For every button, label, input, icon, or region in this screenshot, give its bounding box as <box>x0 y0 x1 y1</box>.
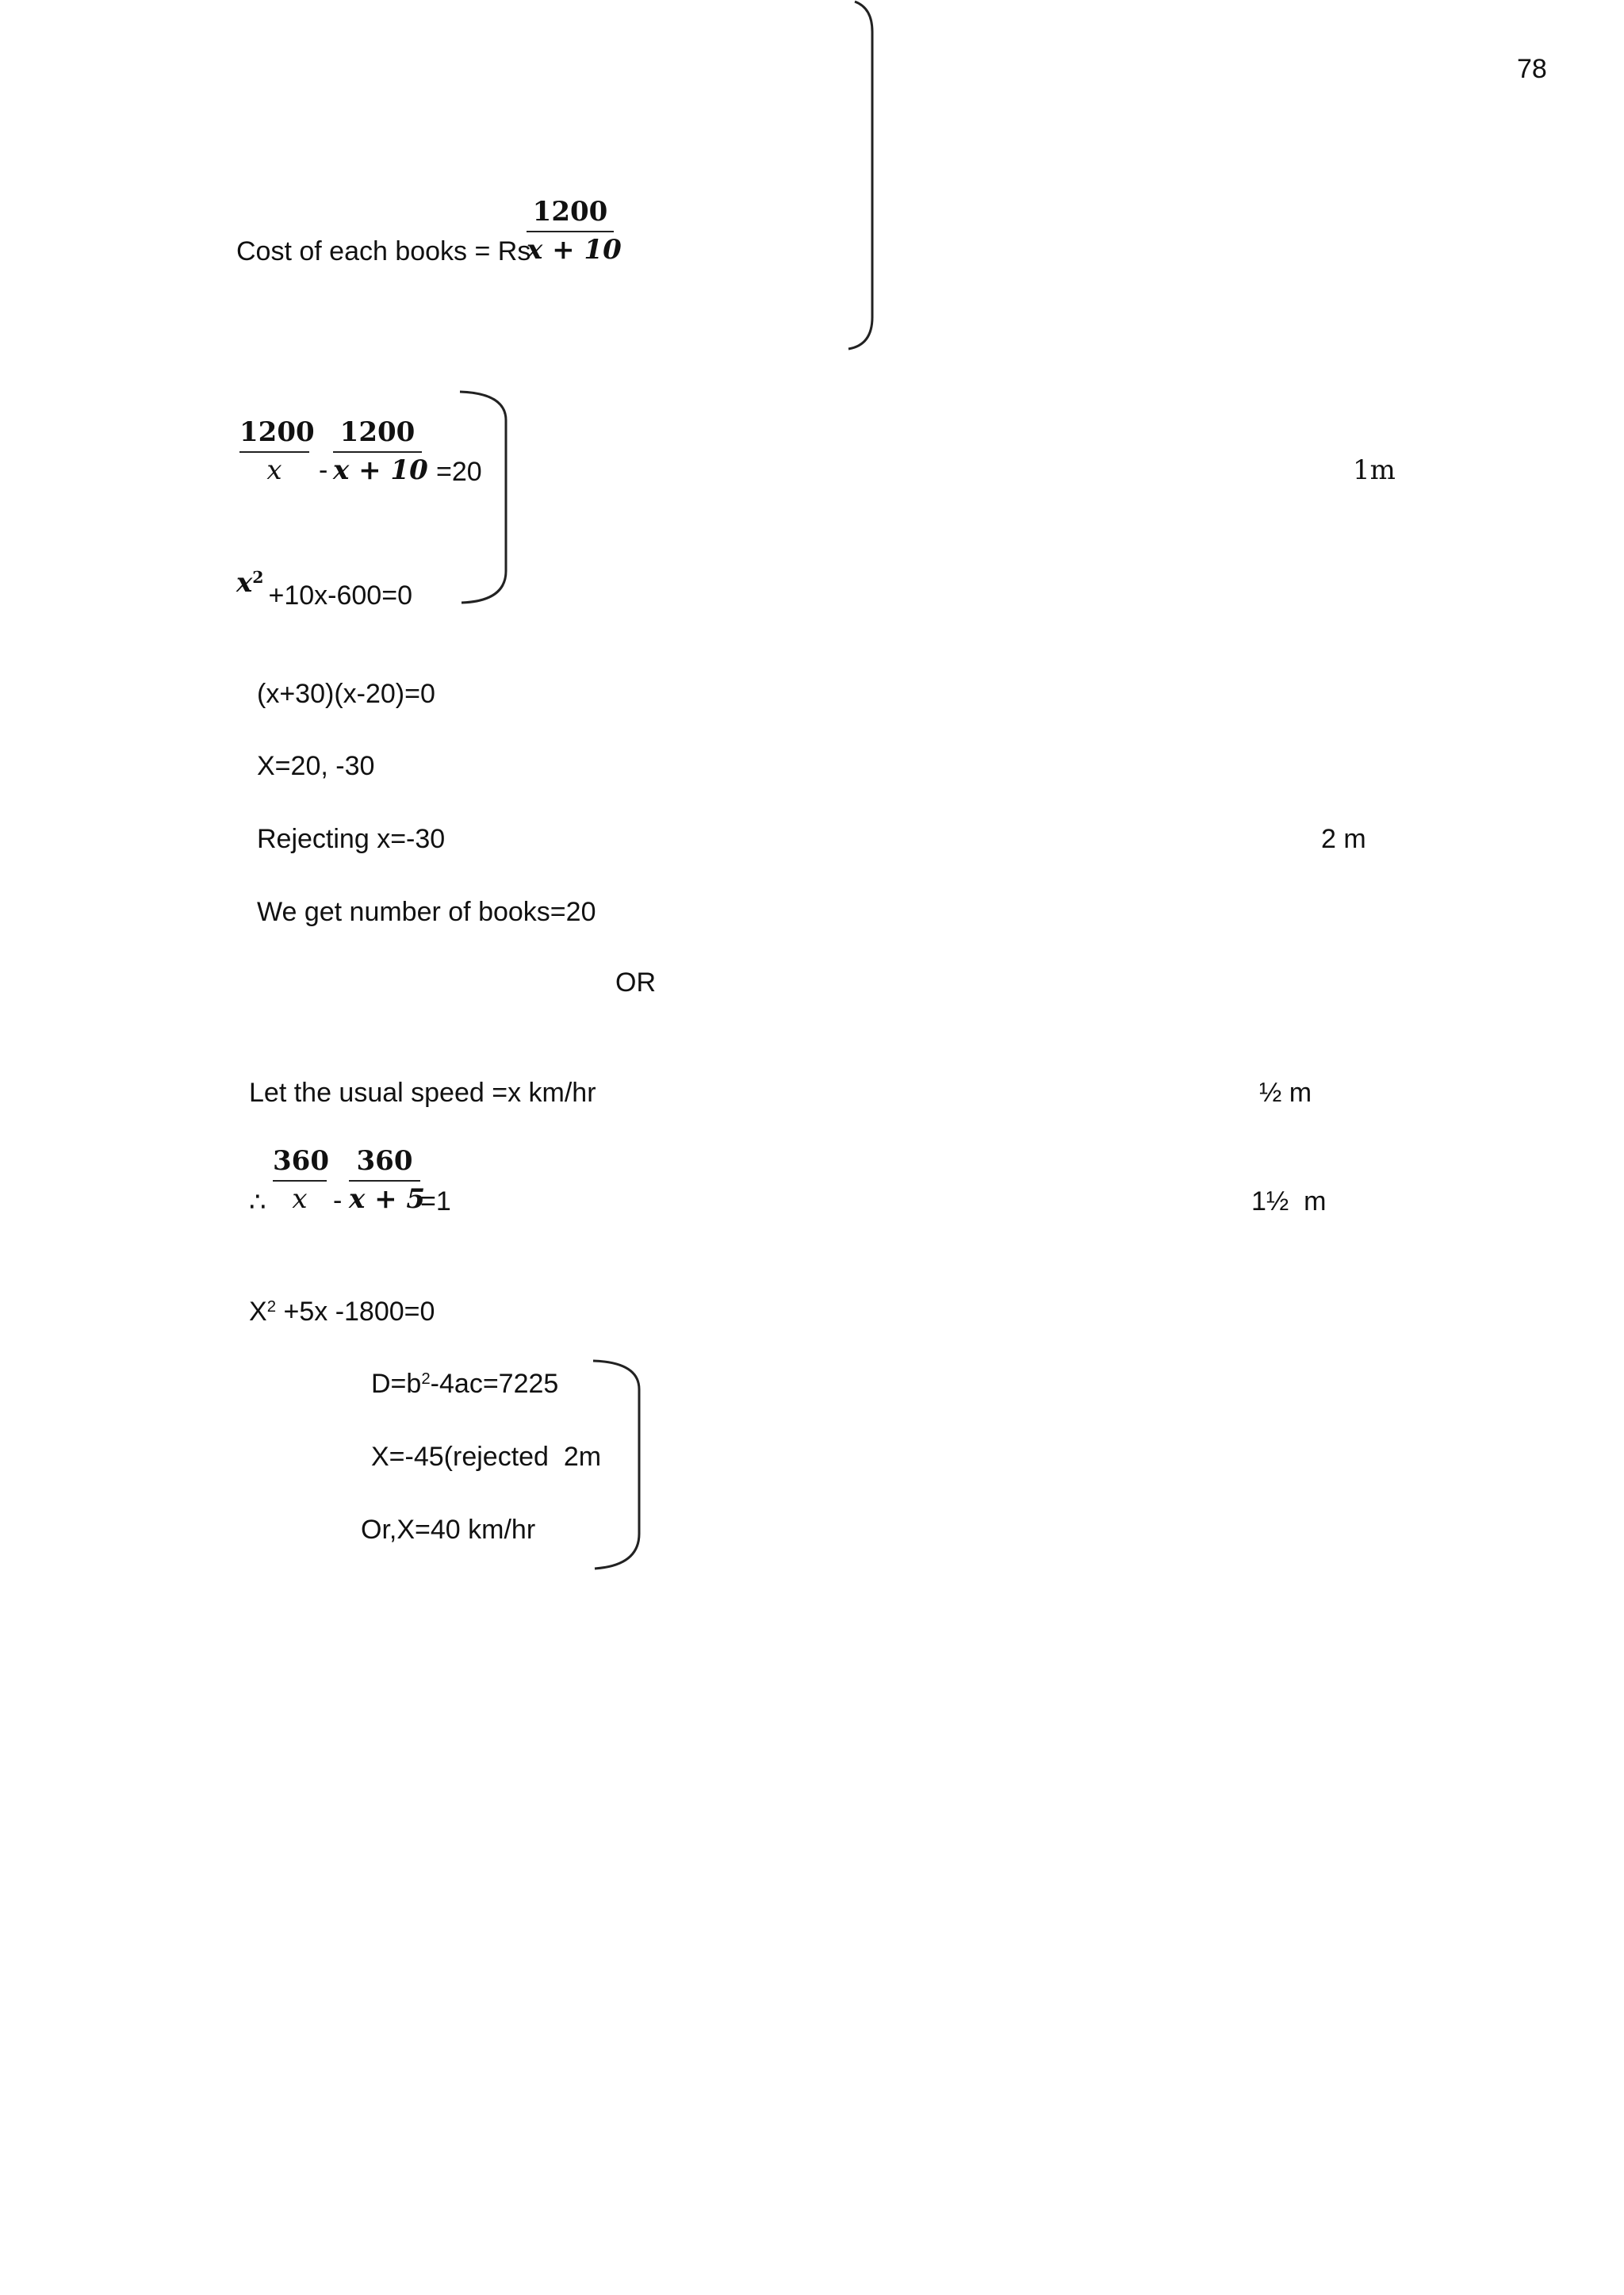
cost-fraction <box>527 195 622 268</box>
right-brace <box>841 0 880 353</box>
eq3-fraction-1 <box>273 1144 327 1217</box>
eq4-base: X <box>249 1297 267 1327</box>
fraction-numerator: 360 <box>356 1145 413 1177</box>
discriminant-line <box>371 1370 558 1397</box>
eq1-minus: - <box>319 455 328 485</box>
fraction-numerator: 1200 <box>239 416 315 448</box>
or-label: OR <box>615 967 656 998</box>
eq4-exponent: 2 <box>266 1297 277 1316</box>
fraction-denominator: x <box>266 454 282 486</box>
fraction-numerator: 1200 <box>532 196 608 228</box>
disc-prefix: D=b <box>371 1369 422 1399</box>
eq2-variable: x <box>236 567 253 599</box>
eq3-minus: - <box>333 1186 343 1216</box>
page-number: 78 <box>1517 54 1547 84</box>
right-brace <box>592 1358 639 1572</box>
fraction-denominator: x + 10 <box>333 454 428 486</box>
fraction-denominator: x + 5 <box>349 1183 426 1215</box>
fraction-numerator: 1200 <box>339 416 416 448</box>
eq1-fraction-1 <box>239 416 315 489</box>
fraction-denominator: x <box>292 1183 308 1215</box>
eq1-rhs: =20 <box>436 457 482 487</box>
cost-text: Cost of each books = Rs <box>236 236 531 266</box>
eq4 <box>249 1298 435 1325</box>
mark-2m: 2 m <box>1321 824 1366 854</box>
mark-one-half-m: 1½ m <box>1251 1186 1327 1216</box>
x-negative-line: X=-45(rejected 2m <box>371 1442 602 1472</box>
therefore-symbol: ∴ <box>249 1186 266 1218</box>
mark-half-m: ½ m <box>1259 1078 1312 1108</box>
reject-line: Rejecting x=-30 <box>257 824 446 854</box>
eq1-fraction-2 <box>333 416 428 489</box>
eq3-rhs: =1 <box>420 1186 451 1216</box>
mark-1m: 1m <box>1353 454 1396 486</box>
fraction-denominator: x + 10 <box>527 234 622 266</box>
x-positive-line: Or,X=40 km/hr <box>361 1515 536 1545</box>
right-brace <box>458 389 506 607</box>
disc-exponent: 2 <box>421 1370 431 1388</box>
eq2-rest: +10x-600=0 <box>268 580 412 611</box>
eq4-rest: +5x -1800=0 <box>276 1297 435 1327</box>
factor-line: (x+30)(x-20)=0 <box>257 679 435 709</box>
disc-rest: -4ac=7225 <box>430 1369 559 1399</box>
fraction-numerator: 360 <box>273 1145 329 1177</box>
result-line: We get number of books=20 <box>257 897 596 927</box>
eq3-fraction-2 <box>349 1144 426 1217</box>
speed-line: Let the usual speed =x km/hr <box>249 1078 596 1108</box>
eq2 <box>236 567 412 611</box>
eq2-exponent: 2 <box>252 567 264 587</box>
roots-line: X=20, -30 <box>257 751 375 781</box>
